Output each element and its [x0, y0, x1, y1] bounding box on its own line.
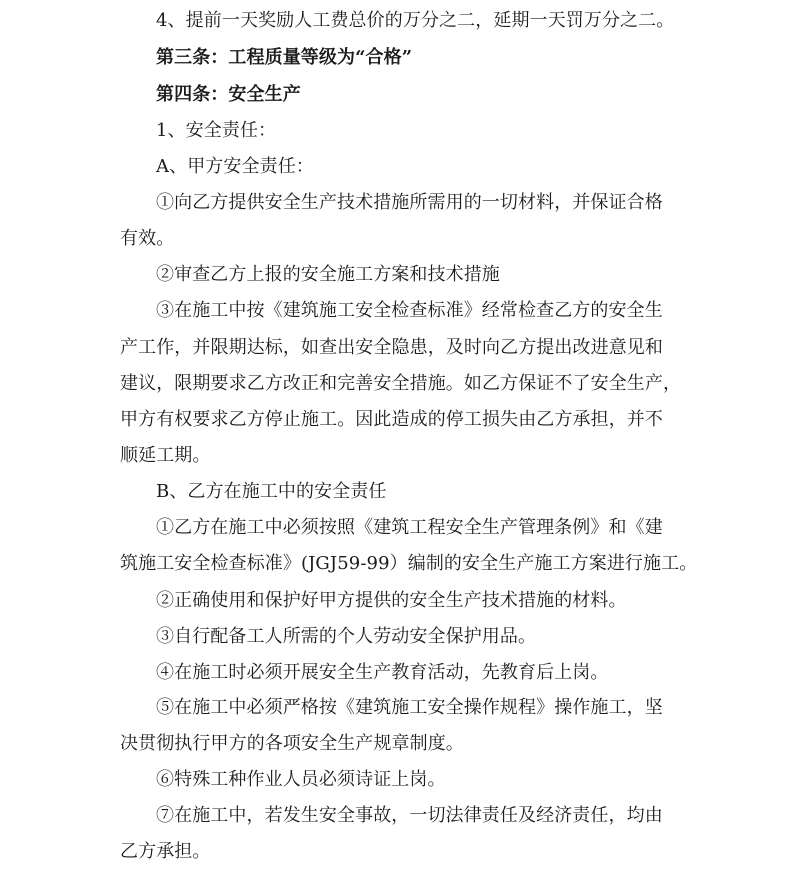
paragraph-line: 甲方有权要求乙方停止施工。因此造成的停工损失由乙方承担，并不: [120, 409, 663, 430]
paragraph-line: 4、提前一天奖励人工费总价的万分之二，延期一天罚万分之二。: [156, 10, 675, 31]
section-heading: 第三条：工程质量等级为“合格”: [156, 47, 413, 68]
paragraph-line: ③自行配备工人所需的个人劳动安全保护用品。: [156, 626, 537, 647]
section-heading: 第四条：安全生产: [156, 84, 301, 105]
paragraph-line: 筑施工安全检查标准》(JGJ59-99）编制的安全生产施工方案进行施工。: [120, 553, 698, 574]
paragraph-line: 1、安全责任：: [156, 120, 277, 141]
paragraph-line: ①乙方在施工中必须按照《建筑工程安全生产管理条例》和《建: [156, 517, 663, 538]
paragraph-line: 决贯彻执行甲方的各项安全生产规章制度。: [120, 733, 464, 754]
paragraph-line: 顺延工期。: [120, 445, 211, 466]
paragraph-line: ④在施工时必须开展安全生产教育活动，先教育后上岗。: [156, 662, 609, 683]
paragraph-line: ②审查乙方上报的安全施工方案和技术措施: [156, 264, 500, 285]
paragraph-line: ⑤在施工中必须严格按《建筑施工安全操作规程》操作施工，坚: [156, 697, 663, 718]
paragraph-line: 建议，限期要求乙方改正和完善安全措施。如乙方保证不了安全生产，: [120, 373, 682, 394]
paragraph-line: ③在施工中按《建筑施工安全检查标准》经常检查乙方的安全生: [156, 300, 663, 321]
paragraph-line: ②正确使用和保护好甲方提供的安全生产技术措施的材料。: [156, 590, 627, 611]
paragraph-line: 有效。: [120, 228, 175, 249]
paragraph-line: ①向乙方提供安全生产技术措施所需用的一切材料，并保证合格: [156, 192, 663, 213]
paragraph-line: A、甲方安全责任：: [156, 156, 314, 177]
paragraph-line: B、乙方在施工中的安全责任: [156, 481, 387, 502]
paragraph-line: ⑥特殊工种作业人员必须诗证上岗。: [156, 769, 446, 790]
paragraph-line: 乙方承担。: [120, 841, 211, 862]
paragraph-line: 产工作，并限期达标，如查出安全隐患，及时向乙方提出改进意见和: [120, 337, 663, 358]
paragraph-line: ⑦在施工中，若发生安全事故，一切法律责任及经济责任，均由: [156, 805, 663, 826]
